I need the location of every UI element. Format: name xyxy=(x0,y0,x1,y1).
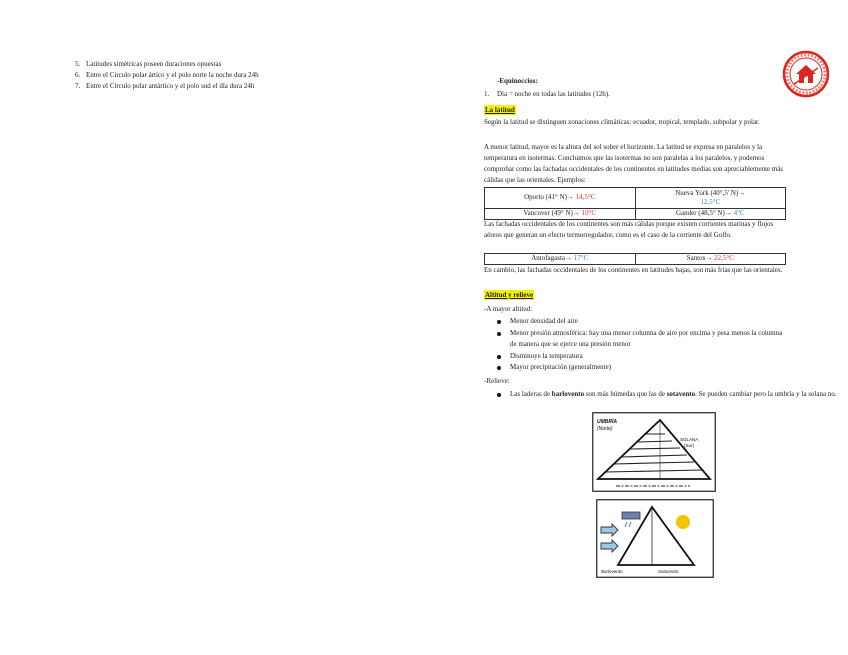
list-item xyxy=(484,328,786,351)
house-seal-icon xyxy=(782,50,830,98)
list-item xyxy=(484,389,840,401)
temperature-value: 4°C xyxy=(733,209,745,217)
table-cell xyxy=(485,209,636,220)
equinoccios-item xyxy=(484,89,610,100)
relieve-text-mid: son más húmedas que las de xyxy=(584,389,667,398)
cloud-icon xyxy=(622,512,640,519)
table-cell xyxy=(635,188,786,209)
relieve-text-post: . Se pueden cambiar pero la umbría y la solana no. xyxy=(695,389,837,398)
sun-icon xyxy=(676,515,690,529)
city-label: Antofagasta→ xyxy=(531,254,574,262)
list-text: Menor densidad del aire xyxy=(510,317,578,325)
relieve-term-barlovento: barlovento xyxy=(551,389,585,398)
umbria-solana-figure xyxy=(592,412,716,492)
orographic-rain-diagram xyxy=(596,499,714,578)
list-text: Entre el Círculo polar ártico y el polo norte la noche dura 24h xyxy=(86,71,259,79)
list-text: Disminuye la temperatura xyxy=(510,351,583,360)
relieve-bullet-list xyxy=(484,389,840,401)
table-cell xyxy=(485,188,636,209)
latitud-heading: La latitud xyxy=(485,106,515,114)
bullet-icon xyxy=(497,332,501,336)
bullet-icon xyxy=(497,393,501,397)
temperature-value: 10°C xyxy=(581,209,597,217)
figure-label-barlovento: Barlovento xyxy=(601,569,623,574)
list-text: Entre el Círculo polar antártico y el polo sud el día dura 24h xyxy=(86,82,255,90)
list-number: 5. xyxy=(75,60,81,68)
list-text: Latitudes simétricas poseen duraciones opuestas xyxy=(86,60,222,68)
latitud-paragraph-4: En cambio, las fachadas occidentales de los continentes en latitudes bajas, son más frías que las orientales. xyxy=(484,266,783,274)
barlovento-sotavento-figure xyxy=(596,499,714,578)
figure-label-umbria: UMBRÍA xyxy=(597,419,617,425)
equinoccios-heading: -Equinoccios: xyxy=(497,77,538,85)
list-item xyxy=(484,316,786,328)
bullet-icon xyxy=(497,320,501,324)
mountain-slopes-diagram xyxy=(592,412,716,492)
cell-content xyxy=(673,189,747,208)
table-row xyxy=(485,188,786,209)
list-item xyxy=(484,362,786,374)
temperature-table-1 xyxy=(484,187,786,220)
list-item xyxy=(75,70,375,81)
temperature-table xyxy=(484,253,786,265)
table-row xyxy=(485,209,786,220)
table-cell xyxy=(485,254,636,265)
list-number: 6. xyxy=(75,71,81,79)
list-text: Mayor precipitación (generalmente) xyxy=(510,363,612,371)
table-cell xyxy=(635,209,786,220)
list-number: 1. xyxy=(484,90,490,98)
relieve-text-pre: Las laderas de xyxy=(510,389,552,398)
altitud-intro: -A mayor altitud: xyxy=(484,304,533,313)
relieve-intro: -Relieve: xyxy=(484,376,510,385)
city-label: Nueva York (40°,5' N)→ xyxy=(675,188,746,197)
city-label: Santos→ xyxy=(686,254,715,262)
school-seal-logo xyxy=(782,50,830,98)
figure-label-sur: (Sur) xyxy=(684,443,694,448)
altitud-heading-wrap xyxy=(484,290,786,301)
list-item xyxy=(75,81,375,92)
city-label: Vancuver (49° N)→ xyxy=(523,209,582,217)
list-text: Menor presión atmosférica: hay una menor columna de aire por encima y pesa menos la columna de manera que se ejerce una presión menor xyxy=(510,328,783,348)
latitud-paragraph-3: Las fachadas occidentales de los continentes son más cálidas porque existen corrientes marinas y flujos aéreos que generan un efecto termorregulador, como es el caso de la corriente del Golfo. xyxy=(484,219,774,239)
table-cell xyxy=(635,254,786,265)
altitud-bullet-list xyxy=(484,316,786,374)
temperature-value: 22,5°C xyxy=(714,254,734,262)
latitud-paragraph-2: A menor latitud, mayor es la altura del sol sobre el horizonte. La latitud se expresa en paralelos y la temperatura en isotermas. Concluimos que las isotermas no son paralelas a los paralelos, y podemos comprobar como las fachadas occidentales de los continentes en latitudes medias son apreciablemente más cálidas que las orientales. Ejemplos: xyxy=(484,142,784,184)
bullet-icon xyxy=(497,355,501,359)
list-number: 7. xyxy=(75,82,81,90)
temperature-value: 17°C xyxy=(573,254,589,262)
table-row xyxy=(485,254,786,265)
figure-label-solana: SOLANA xyxy=(680,437,699,442)
relieve-term-sotavento: sotavento xyxy=(666,389,696,398)
figure-label-sotavento: Sotavento xyxy=(658,569,679,574)
city-label: Gander (48,5° N)→ xyxy=(675,209,734,217)
list-text: Día = noche en todas las latitudes (12h). xyxy=(497,90,610,98)
altitud-heading: Altitud y relieve xyxy=(485,291,534,299)
figure-label-norte: (Norte) xyxy=(597,426,613,432)
city-label: Oporto (41° N)→ xyxy=(524,193,576,202)
temperature-table-2 xyxy=(484,253,786,265)
temperature-table xyxy=(484,187,786,220)
list-item xyxy=(75,59,375,70)
temperature-value: 14,5°C xyxy=(575,193,596,202)
latitud-paragraph-1: Según la latitud se distinguen zonaciones climáticas: ecuador, tropical, templado, subpolar y polar. xyxy=(484,117,760,126)
latitud-heading-wrap xyxy=(484,105,786,116)
temperature-value: 12,5°C xyxy=(700,198,721,206)
left-page-list xyxy=(75,59,375,92)
bullet-icon xyxy=(497,366,501,370)
list-item xyxy=(484,351,786,363)
